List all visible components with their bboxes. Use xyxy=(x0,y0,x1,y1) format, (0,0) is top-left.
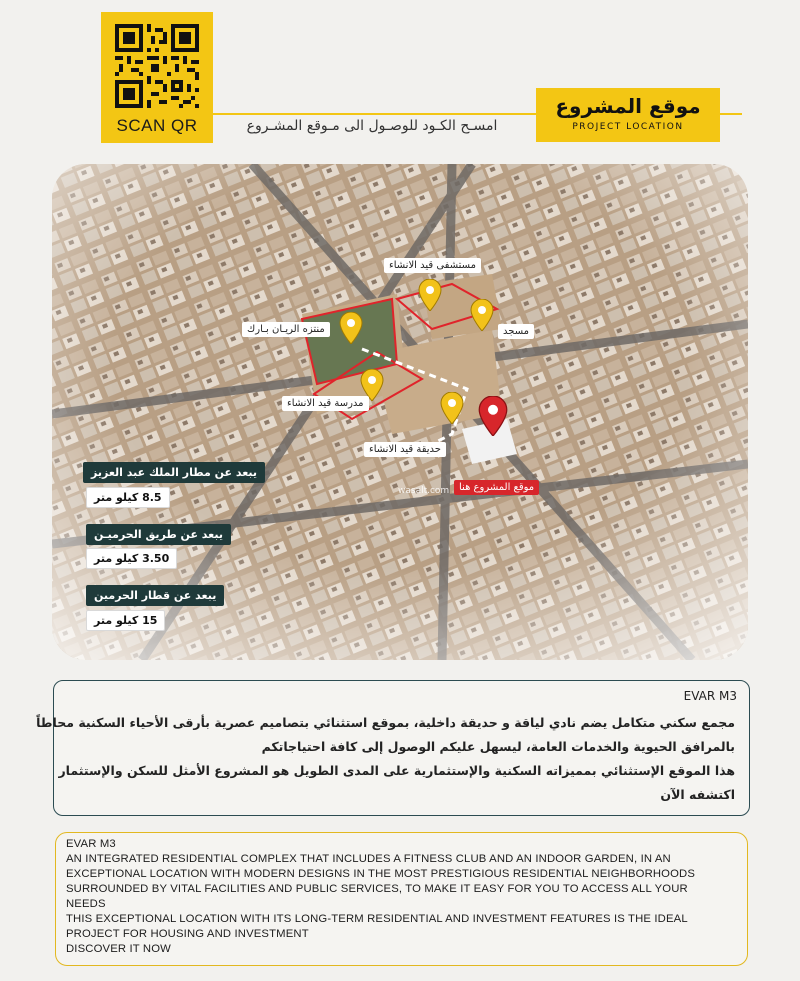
english-line-7: PROJECT FOR HOUSING AND INVESTMENT xyxy=(66,928,309,940)
pin-garden-icon xyxy=(440,392,464,424)
distance-airport-label: يبعد عن مطار الملك عبد العزيز xyxy=(83,462,265,483)
section-title-arabic: موقع المشروع xyxy=(555,94,701,118)
pin-hospital-icon xyxy=(418,279,442,311)
english-line-3: EXCEPTIONAL LOCATION WITH MODERN DESIGNS IN THE MOST PRESTIGIOUS RESIDENTIAL NEIGHBORHOODS xyxy=(66,868,696,880)
arabic-line-4: اكتشفه الآن xyxy=(660,787,735,802)
english-line-1: EVAR M3 xyxy=(66,838,116,850)
arabic-description-box xyxy=(36,680,750,816)
section-title-box xyxy=(536,88,720,142)
label-school: مدرسة قيد الانشاء xyxy=(282,396,369,411)
label-mosque: مسجد xyxy=(498,324,534,339)
english-line-5: NEEDS xyxy=(66,898,106,910)
label-hospital: مستشفى قيد الانشاء xyxy=(384,258,481,273)
pin-park-icon xyxy=(339,312,363,344)
section-title-english: PROJECT LOCATION xyxy=(572,122,684,132)
english-description-box xyxy=(55,832,748,966)
label-garden: حديقة قيد الانشاء xyxy=(364,442,446,457)
distance-train-label: يبعد عن قطار الحرمين xyxy=(86,585,224,606)
pin-project-icon xyxy=(478,396,508,436)
english-line-4: SURROUNDED BY VITAL FACILITIES AND PUBLIC SERVICES, TO MAKE IT EASY FOR YOU TO ACCESS ALL YOUR xyxy=(66,883,688,895)
distance-train-value: 15 كيلو متر xyxy=(86,610,165,631)
pin-mosque-icon xyxy=(470,299,494,331)
english-line-2: AN INTEGRATED RESIDENTIAL COMPLEX THAT INCLUDES A FITNESS CLUB AND AN INDOOR GARDEN, IN AN xyxy=(66,853,671,865)
english-line-8: DISCOVER IT NOW xyxy=(66,943,171,955)
scan-hint: امسـح الكـود للوصـول الى مـوقع المشـروع xyxy=(246,118,498,134)
label-park: منتزه الريـان بـارك xyxy=(242,322,330,337)
distance-airport-value: 8.5 كيلو متر xyxy=(86,487,170,508)
qr-code-icon[interactable] xyxy=(115,24,199,108)
qr-block xyxy=(101,12,213,143)
scan-qr-caption: SCAN QR xyxy=(116,116,198,135)
distance-road-value: 3.50 كيلو متر xyxy=(86,548,177,569)
arabic-box-heading: EVAR M3 xyxy=(683,689,737,703)
arabic-line-1: مجمع سكني متكامل يضم نادي لياقة و حديقة داخلية، بموقع استثنائي بتصاميم عصرية بأرقى الأحياء السكنية محاطاً xyxy=(36,715,735,730)
english-line-6: THIS EXCEPTIONAL LOCATION WITH ITS LONG-TERM RESIDENTIAL AND INVESTMENT FEATURES IS THE IDEAL xyxy=(66,913,688,925)
map-watermark: wasalt.com xyxy=(398,486,450,496)
label-project-location: موقع المشروع هنا xyxy=(454,480,539,495)
arabic-line-2: بالمرافق الحيوية والخدمات العامة، ليسهل عليكم الوصول إلى كافة احتياجاتكم xyxy=(261,739,735,754)
distance-road-label: يبعد عن طريق الحرميـن xyxy=(86,524,231,545)
arabic-line-3: هذا الموقع الإستثنائي بمميزاته السكنية والإستثمارية على المدى الطويل هو المشروع الأمثل للسكن والإستثمار xyxy=(58,763,735,778)
